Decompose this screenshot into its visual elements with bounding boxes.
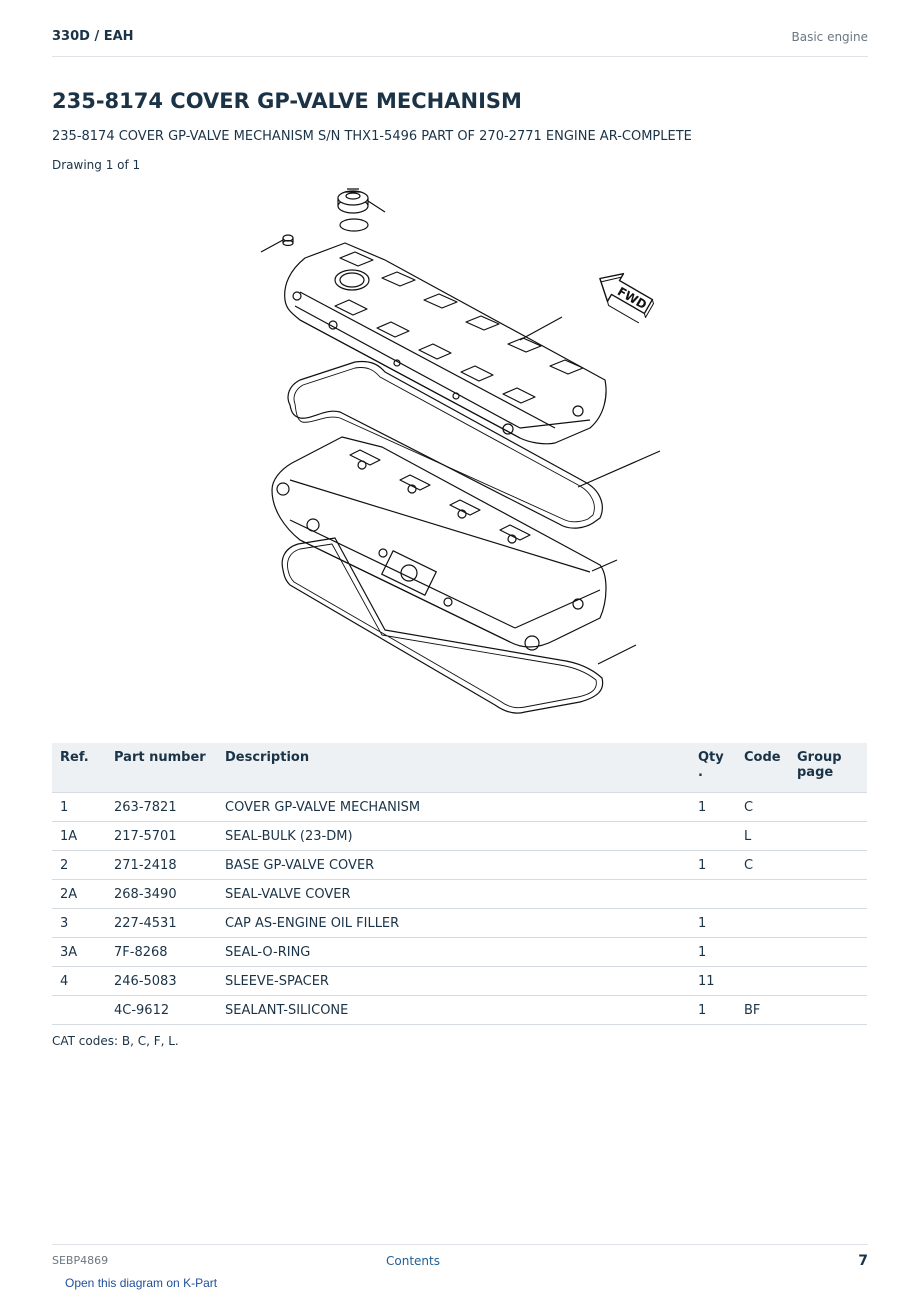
cell-ref: 1: [52, 793, 106, 822]
cell-description: SEALANT-SILICONE: [217, 996, 690, 1025]
cell-part-number: 263-7821: [106, 793, 217, 822]
document-id: SEBP4869: [52, 1254, 109, 1267]
cell-code: C: [736, 793, 789, 822]
cell-group-page: [789, 851, 867, 880]
leader-line: [368, 201, 385, 212]
cell-group-page: [789, 967, 867, 996]
column-header-part-number: Part number: [106, 743, 217, 793]
cell-code: [736, 880, 789, 909]
cell-qty: 1: [690, 793, 736, 822]
cell-ref: 2A: [52, 880, 106, 909]
table-row: [52, 851, 867, 880]
table-row: [52, 938, 867, 967]
cell-part-number: 227-4531: [106, 909, 217, 938]
cell-qty: 1: [690, 851, 736, 880]
table-row: [52, 793, 867, 822]
cell-ref: [52, 996, 106, 1025]
cell-description: SEAL-BULK (23-DM): [217, 822, 690, 851]
leader-line: [520, 317, 562, 340]
cell-ref: 4: [52, 967, 106, 996]
cell-qty: [690, 880, 736, 909]
open-kpart-link[interactable]: Open this diagram on K-Part: [65, 1276, 218, 1290]
cell-ref: 2: [52, 851, 106, 880]
section-name: Basic engine: [791, 30, 868, 44]
cell-qty: 1: [690, 938, 736, 967]
cell-code: C: [736, 851, 789, 880]
forward-arrow-icon: [590, 265, 659, 325]
table-header-row: [52, 743, 867, 793]
cell-part-number: 7F-8268: [106, 938, 217, 967]
page-number: 7: [858, 1253, 868, 1269]
cell-qty: 1: [690, 909, 736, 938]
cell-ref: 3A: [52, 938, 106, 967]
breadcrumb: 330D / EAH: [52, 29, 134, 44]
cell-code: [736, 967, 789, 996]
table-row: [52, 996, 867, 1025]
page-header: [52, 26, 868, 57]
table-row: [52, 967, 867, 996]
leader-line: [261, 240, 283, 252]
table-row: [52, 822, 867, 851]
drawing-count: Drawing 1 of 1: [52, 158, 141, 172]
contents-link[interactable]: Contents: [386, 1254, 440, 1268]
cell-description: COVER GP-VALVE MECHANISM: [217, 793, 690, 822]
cell-qty: 11: [690, 967, 736, 996]
oil-filler-cap-drawing: [338, 189, 368, 213]
leader-line: [578, 451, 660, 487]
cell-ref: 3: [52, 909, 106, 938]
column-header-code: Code: [736, 743, 789, 793]
page-title: 235-8174 COVER GP-VALVE MECHANISM: [52, 89, 522, 113]
cat-codes-note: CAT codes: B, C, F, L.: [52, 1034, 179, 1048]
parts-table: [52, 743, 867, 1025]
cell-part-number: 4C-9612: [106, 996, 217, 1025]
cell-description: SEAL-O-RING: [217, 938, 690, 967]
leader-line: [598, 645, 636, 664]
cell-part-number: 271-2418: [106, 851, 217, 880]
cell-description: CAP AS-ENGINE OIL FILLER: [217, 909, 690, 938]
cell-code: L: [736, 822, 789, 851]
column-header-description: Description: [217, 743, 690, 793]
column-header-ref: Ref.: [52, 743, 106, 793]
cell-part-number: 268-3490: [106, 880, 217, 909]
cell-description: SLEEVE-SPACER: [217, 967, 690, 996]
cell-code: [736, 909, 789, 938]
cell-part-number: 217-5701: [106, 822, 217, 851]
cell-description: SEAL-VALVE COVER: [217, 880, 690, 909]
cell-group-page: [789, 822, 867, 851]
column-header-qty: Qty .: [690, 743, 736, 793]
o-ring-drawing: [340, 219, 368, 231]
cell-code: BF: [736, 996, 789, 1025]
cell-group-page: [789, 996, 867, 1025]
column-header-group-page: Group page: [789, 743, 867, 793]
fwd-label: FWD: [614, 284, 650, 313]
table-row: [52, 880, 867, 909]
cell-group-page: [789, 793, 867, 822]
cell-group-page: [789, 909, 867, 938]
cell-group-page: [789, 938, 867, 967]
sleeve-spacer-drawing: [283, 235, 293, 246]
cell-qty: 1: [690, 996, 736, 1025]
table-row: [52, 909, 867, 938]
valve-cover-drawing: [285, 243, 606, 444]
cell-ref: 1A: [52, 822, 106, 851]
cell-part-number: 246-5083: [106, 967, 217, 996]
page-subtitle: 235-8174 COVER GP-VALVE MECHANISM S/N THX1-5496 PART OF 270-2771 ENGINE AR-COMPLETE: [52, 129, 692, 144]
exploded-parts-diagram: [250, 182, 670, 722]
cell-code: [736, 938, 789, 967]
base-valve-cover-drawing: [272, 437, 606, 650]
cell-group-page: [789, 880, 867, 909]
cell-qty: [690, 822, 736, 851]
page-footer: [52, 1244, 868, 1275]
cell-description: BASE GP-VALVE COVER: [217, 851, 690, 880]
